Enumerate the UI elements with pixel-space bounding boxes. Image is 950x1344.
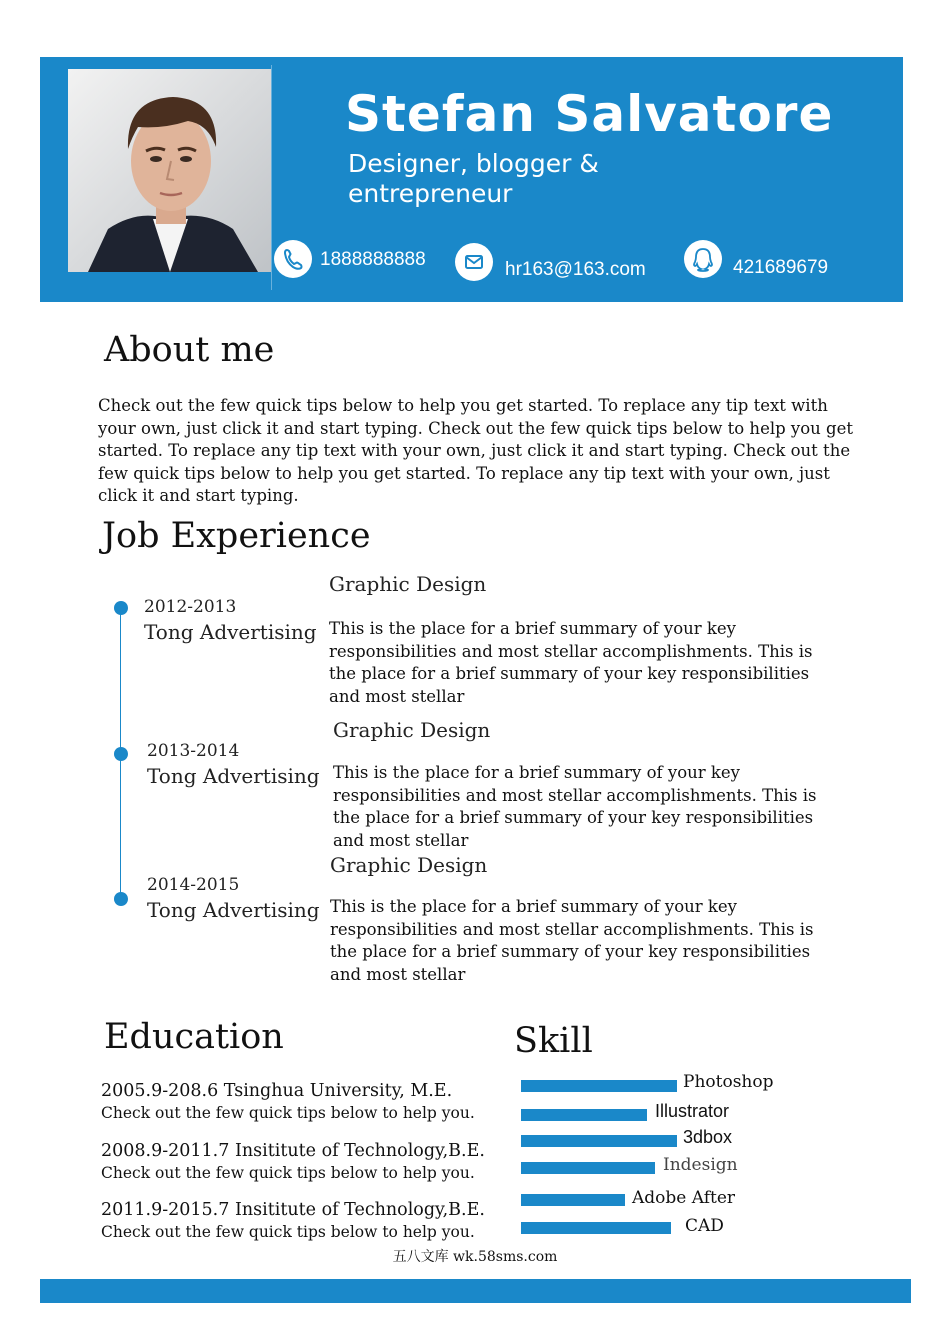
skill-bar-photoshop bbox=[521, 1080, 677, 1092]
header-divider bbox=[271, 65, 272, 290]
job-summary: This is the place for a brief summary of your key responsibilities and most stellar accomplishments. This is the place for a brief summary of your key responsibilities and most stellar bbox=[333, 763, 817, 850]
timeline-dot bbox=[114, 892, 128, 906]
qq-icon bbox=[684, 240, 722, 278]
skill-bar-indesign bbox=[521, 1162, 655, 1174]
candidate-tagline: Designer, blogger & entrepreneur bbox=[348, 149, 599, 208]
skill-bar-cad bbox=[521, 1222, 671, 1234]
about-title: About me bbox=[104, 330, 275, 370]
qq-number: 421689679 bbox=[733, 257, 829, 278]
education-entry: 2011.9-2015.7 Insititute of Technology,B.E. bbox=[101, 1200, 485, 1220]
job-role: Graphic Design bbox=[333, 718, 491, 742]
skill-label-adobe-after: Adobe After bbox=[632, 1188, 736, 1208]
job-company: Tong Advertising bbox=[144, 620, 317, 644]
experience-title: Job Experience bbox=[102, 516, 371, 556]
job-summary: This is the place for a brief summary of your key responsibilities and most stellar accomplishments. This is the place for a brief summary of your key responsibilities and most stellar bbox=[330, 897, 814, 984]
skill-bar-illustrator bbox=[521, 1109, 647, 1121]
education-title: Education bbox=[104, 1017, 284, 1057]
job-years: 2013-2014 bbox=[147, 741, 240, 761]
phone-icon bbox=[274, 240, 312, 278]
job-role: Graphic Design bbox=[329, 572, 487, 596]
skill-label-cad: CAD bbox=[685, 1216, 724, 1236]
timeline-dot bbox=[114, 747, 128, 761]
skill-label-photoshop: Photoshop bbox=[683, 1072, 774, 1092]
footer-bar bbox=[40, 1279, 911, 1303]
about-text: Check out the few quick tips below to help you get started. To replace any tip text with your own, just click it and start typing. Check out the few quick tips below to help you get started. To replace any tip text with your own, just click it and start typing. Check out the few quick tips below to help you get started. To replace any tip text with your own, just click it and start typing. bbox=[98, 396, 853, 505]
job-company: Tong Advertising bbox=[147, 764, 320, 788]
skill-bar-adobe-after bbox=[521, 1194, 625, 1206]
skill-bar-3dbox bbox=[521, 1135, 677, 1147]
education-entry: 2005.9-208.6 Tsinghua University, M.E. bbox=[101, 1081, 453, 1101]
footer-watermark: 五八文库 wk.58sms.com bbox=[392, 1249, 558, 1265]
skill-label-3dbox: 3dbox bbox=[683, 1127, 733, 1147]
mail-icon bbox=[455, 243, 493, 281]
education-note: Check out the few quick tips below to help you. bbox=[101, 1104, 475, 1122]
portrait-image bbox=[68, 69, 271, 272]
education-note: Check out the few quick tips below to help you. bbox=[101, 1223, 475, 1241]
job-company: Tong Advertising bbox=[147, 898, 320, 922]
phone-number: 1888888888 bbox=[320, 249, 426, 270]
job-role: Graphic Design bbox=[330, 853, 488, 877]
skill-label-illustrator: Illustrator bbox=[655, 1101, 730, 1121]
profile-photo bbox=[68, 69, 271, 272]
job-years: 2014-2015 bbox=[147, 875, 240, 895]
email-address: hr163@163.com bbox=[505, 259, 646, 280]
timeline-dot bbox=[114, 601, 128, 615]
resume-header bbox=[40, 57, 903, 302]
skill-title: Skill bbox=[514, 1021, 593, 1061]
job-years: 2012-2013 bbox=[144, 597, 237, 617]
job-summary: This is the place for a brief summary of your key responsibilities and most stellar accomplishments. This is the place for a brief summary of your key responsibilities and most stellar bbox=[329, 619, 813, 706]
candidate-name: Stefan Salvatore bbox=[345, 85, 834, 143]
skill-label-indesign: Indesign bbox=[663, 1155, 738, 1175]
education-entry: 2008.9-2011.7 Insititute of Technology,B.E. bbox=[101, 1141, 485, 1161]
education-note: Check out the few quick tips below to help you. bbox=[101, 1164, 475, 1182]
